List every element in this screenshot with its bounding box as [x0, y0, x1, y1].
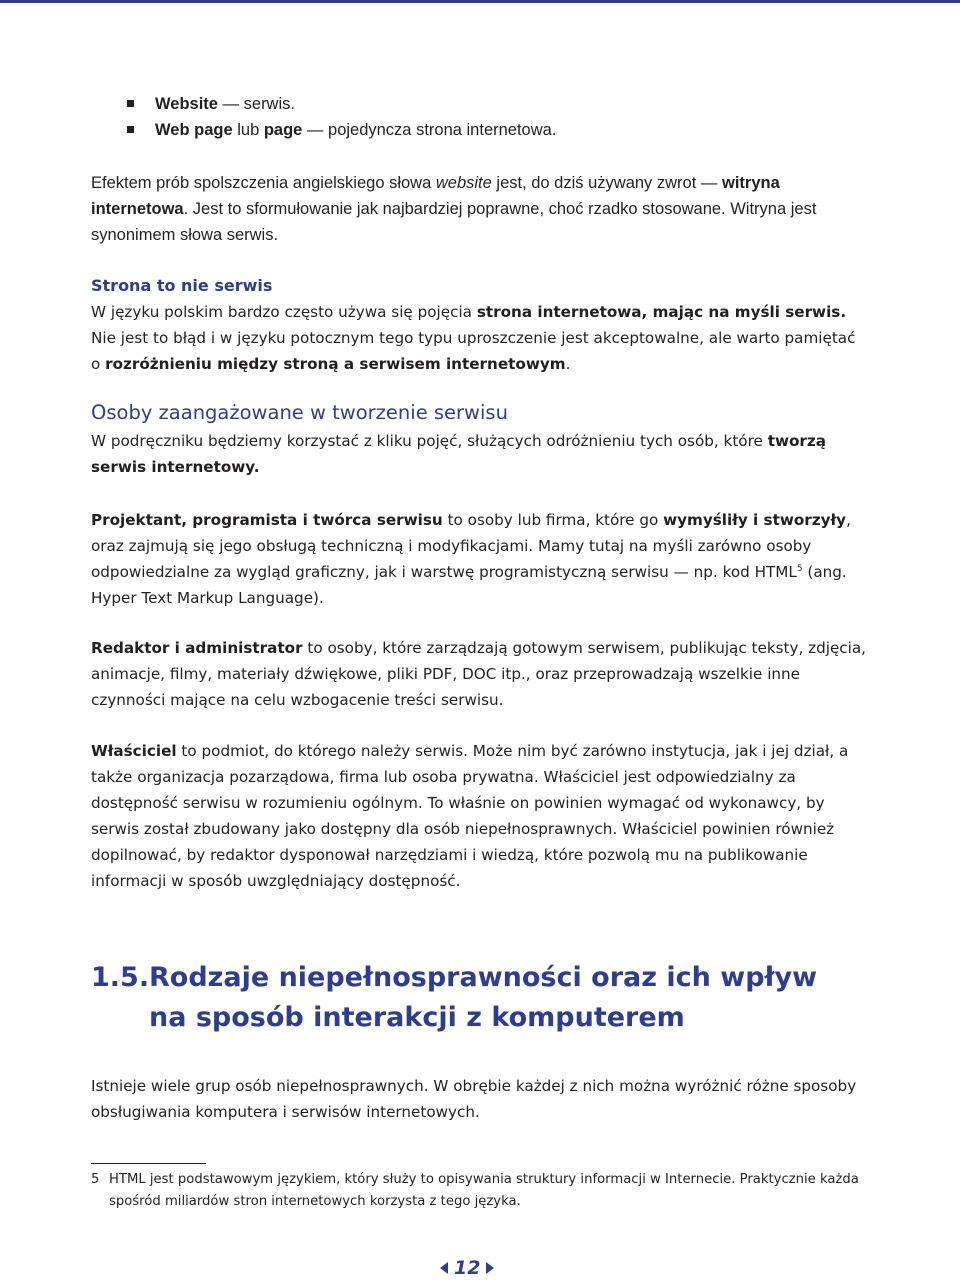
page-number-nav	[440, 1256, 510, 1280]
redaktor-paragraph: Redaktor i administrator to osoby, które zarządzają gotowym serwisem, publikując teksty, zdjęcia, animacje, filmy, materiały dźwiękowe, pliki PDF, DOC itp., oraz przeprowadzają wszelkie inne czynności mające na celu wzbogacenie treści serwisu.	[91, 639, 867, 709]
chapter-paragraph: Istnieje wiele grup osób niepełnosprawnych. W obrębie każdej z nich można wyróżnić różne sposoby obsługiwania komputera i serwisów internetowych.	[91, 1077, 857, 1121]
osoby-paragraph: W podręczniku będziemy korzystać z kliku pojęć, służących odróżnieniu tych osób, które tworzą serwis internetowy.	[91, 432, 826, 476]
strona-paragraph: W języku polskim bardzo często używa się pojęcia strona internetowa, mając na myśli serwis. Nie jest to błąd i w języku potocznym tego typu uproszczenie jest akceptowalne, ale warto pamiętać o rozróżnieniu między stroną a serwisem internetowym.	[91, 303, 856, 373]
term-page: page	[263, 121, 303, 139]
section-heading-osoby: Osoby zaangażowane w tworzenie serwisu	[91, 401, 508, 424]
list-item	[91, 117, 866, 143]
projektant-paragraph: Projektant, programista i twórca serwisu to osoby lub firma, które go wymyśliły i stworzyły, oraz zajmują się jego obsługą techniczną i modyfikacjami. Mamy tutaj na myśli zarówno osoby odpowiedzialne za wygląd graficzny, jak i warstwę programistyczną serwisu — np. kod HTML$^5$ (ang. Hyper Text Markup Language).	[91, 511, 851, 607]
term-web-page: Web page	[155, 121, 233, 139]
chapter-number: 1.5.	[91, 962, 150, 993]
connector-text: lub	[232, 121, 264, 139]
subheading-strona: Strona to nie serwis	[91, 276, 273, 295]
triangle-left-icon	[440, 1262, 448, 1274]
footnote	[91, 1169, 866, 1213]
list-item	[91, 91, 866, 117]
page-number: 12	[454, 1257, 481, 1279]
term-list	[91, 91, 866, 143]
term-definition: — pojedyncza strona internetowa.	[302, 121, 557, 139]
footnote-divider	[91, 1163, 206, 1164]
chapter-title-line1: Rodzaje niepełnosprawności oraz ich wpływ	[149, 962, 818, 993]
wlasciciel-paragraph: Właściciel to podmiot, do którego należy serwis. Może nim być zarówno instytucja, jak i jej dział, a także organizacja pozarządowa, firma lub osoba prywatna. Właściciel jest odpowiedzialny za dostępność serwisu w rozumieniu ogólnym. To właśnie on powinien wymagać od wykonawcy, by serwis został zbudowany jako dostępny dla osób niepełnosprawnych. Właściciel powinien również dopilnować, by redaktor dysponował narzędziami i wiedzą, które pozwolą mu na publikowanie informacji w sposób uwzględniający dostępność.	[91, 742, 849, 890]
top-border-line	[0, 0, 960, 3]
intro-paragraph: Efektem prób spolszczenia angielskiego słowa website jest, do dziś używany zwrot — witryna internetowa. Jest to sformułowanie jak najbardziej poprawne, choć rzadko stosowane. Witryna jest synonimem słowa serwis.	[91, 174, 817, 244]
chapter-title-line2: na sposób interakcji z komputerem	[149, 1002, 685, 1033]
term-definition: — serwis.	[217, 95, 295, 113]
term-website: Website	[155, 95, 218, 113]
footnote-text: HTML jest podstawowym językiem, który służy to opisywania struktury informacji w Internecie. Praktycznie każda spośród miliardów stron internetowych korzysta z tego języka.	[109, 1172, 859, 1209]
footnote-number: 5	[91, 1172, 100, 1187]
chapter-heading	[91, 958, 866, 1038]
triangle-right-icon	[486, 1262, 494, 1274]
footnote-ref: 5	[796, 563, 803, 574]
